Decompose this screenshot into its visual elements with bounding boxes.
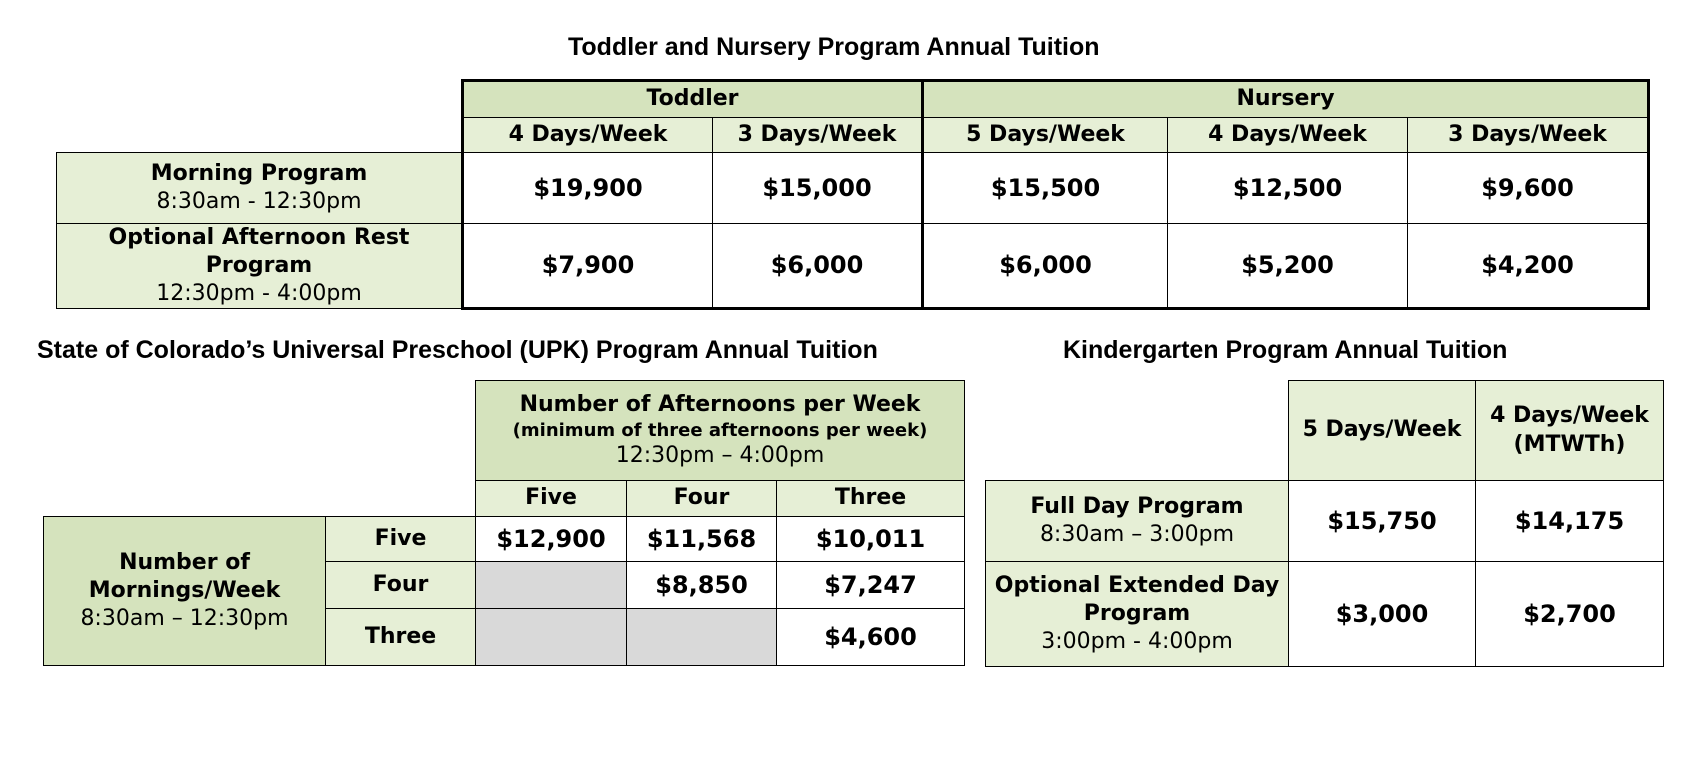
toddler-group-header: Toddler <box>463 81 923 118</box>
row-label: Three <box>326 609 476 666</box>
price-cell: $19,900 <box>463 153 713 224</box>
price-cell: $12,500 <box>1168 153 1408 224</box>
row-name: Optional Afternoon Rest Program <box>108 225 410 279</box>
column-header: 3 Days/Week <box>713 118 923 153</box>
table-row <box>986 481 1664 562</box>
afternoons-header-title: Number of Afternoons per Week <box>519 391 921 417</box>
row-time: 8:30am – 3:00pm <box>1039 522 1235 547</box>
price-cell: $3,000 <box>1289 562 1476 667</box>
price-cell: $7,247 <box>777 562 965 609</box>
price-cell: $15,000 <box>713 153 923 224</box>
row-header-extended-day <box>986 562 1289 667</box>
group-header-row <box>57 81 1649 118</box>
price-cell: $7,900 <box>463 224 713 309</box>
column-header: 5 Days/Week <box>923 118 1168 153</box>
price-cell: $2,700 <box>1476 562 1664 667</box>
column-header: 5 Days/Week <box>1289 381 1476 481</box>
toddler-nursery-table <box>56 79 1650 310</box>
mornings-header-time: 8:30am – 12:30pm <box>80 606 289 632</box>
price-cell: $12,900 <box>476 517 627 562</box>
row-name: Full Day Program <box>1030 493 1244 519</box>
column-header: Four <box>627 481 777 517</box>
kindergarten-title: Kindergarten Program Annual Tuition <box>1063 336 1508 364</box>
afternoons-header-row <box>44 381 965 481</box>
table-row <box>57 224 1649 309</box>
days-header-row <box>57 118 1649 153</box>
row-label: Five <box>326 517 476 562</box>
row-name-line1: Optional Extended Day <box>994 572 1280 598</box>
price-cell: $6,000 <box>923 224 1168 309</box>
kindergarten-header-row <box>986 381 1664 481</box>
mornings-header-line1: Number of <box>119 549 250 575</box>
price-cell: $4,600 <box>777 609 965 666</box>
price-cell: $10,011 <box>777 517 965 562</box>
column-header: 4 Days/Week <box>463 118 713 153</box>
afternoons-header-time: 12:30pm – 4:00pm <box>615 443 825 469</box>
row-time: 8:30am - 12:30pm <box>156 189 362 214</box>
price-cell: $15,750 <box>1289 481 1476 562</box>
table-row <box>986 562 1664 667</box>
price-cell: $6,000 <box>713 224 923 309</box>
column-header-line1: 4 Days/Week <box>1490 403 1649 429</box>
column-header: Five <box>476 481 627 517</box>
empty-cell <box>476 562 627 609</box>
afternoons-header-note: (minimum of three afternoons per week) <box>512 419 928 441</box>
afternoons-header <box>476 381 965 481</box>
price-cell: $11,568 <box>627 517 777 562</box>
afternoon-columns-row <box>44 481 965 517</box>
upk-title: State of Colorado’s Universal Preschool (UPK) Program Annual Tuition <box>37 336 878 364</box>
row-header-morning <box>57 153 463 224</box>
price-cell: $14,175 <box>1476 481 1664 562</box>
price-cell: $15,500 <box>923 153 1168 224</box>
mornings-header <box>44 517 326 666</box>
column-header: 4 Days/Week <box>1168 118 1408 153</box>
toddler-nursery-title: Toddler and Nursery Program Annual Tuition <box>568 33 1100 61</box>
column-header-line2: (MTWTh) <box>1513 431 1626 457</box>
row-header-full-day <box>986 481 1289 562</box>
row-header-afternoon <box>57 224 463 309</box>
column-header <box>1476 381 1664 481</box>
nursery-group-header: Nursery <box>923 81 1649 118</box>
price-cell: $9,600 <box>1408 153 1649 224</box>
row-label: Four <box>326 562 476 609</box>
kindergarten-table <box>985 380 1664 667</box>
table-row <box>44 517 965 562</box>
upk-table <box>43 380 965 666</box>
table-row <box>57 153 1649 224</box>
price-cell: $8,850 <box>627 562 777 609</box>
price-cell: $4,200 <box>1408 224 1649 309</box>
row-name: Morning Program <box>150 160 368 186</box>
column-header: Three <box>777 481 965 517</box>
price-cell: $5,200 <box>1168 224 1408 309</box>
row-time: 3:00pm - 4:00pm <box>1041 629 1233 655</box>
row-time: 12:30pm - 4:00pm <box>156 281 362 307</box>
mornings-header-line2: Mornings/Week <box>88 577 281 603</box>
column-header: 3 Days/Week <box>1408 118 1649 153</box>
row-name-line2: Program <box>1083 600 1191 626</box>
empty-cell <box>476 609 627 666</box>
empty-cell <box>627 609 777 666</box>
